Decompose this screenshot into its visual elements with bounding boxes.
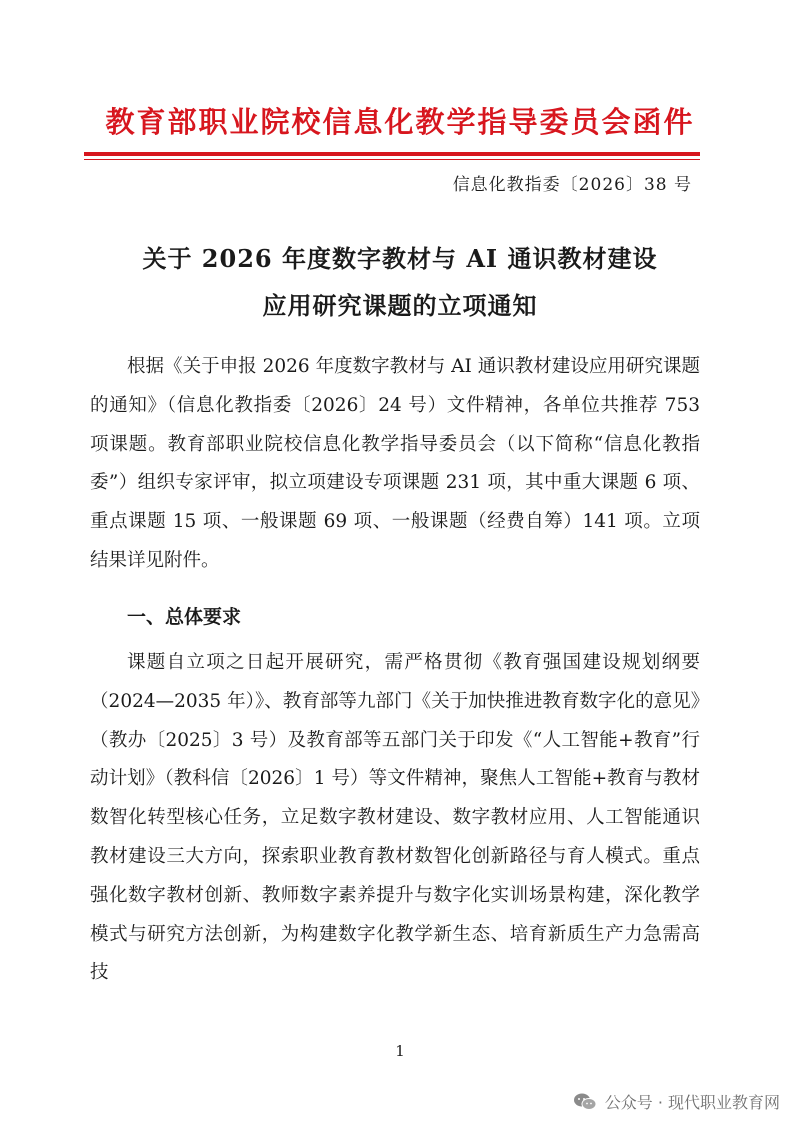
wechat-icon (573, 1092, 597, 1112)
body-paragraph-2 (90, 644, 700, 993)
paragraph-text: 课题自立项之日起开展研究，需严格贯彻《教育强国建设规划纲要（2024—2035 年）》、教育部等九部门《关于加快推进教育数字化的意见》（教办〔2025〕3 号）及教育部等五部门关于印发《“人工智能+教育”行动计划》（教科信〔2026〕1 号）等文件精神，聚焦人工智能+教育与教材数智化转型核心任务，立足数字教材建设、数字教材应用、人工智能通识教材建设三大方向，探索职业教育教材数智化创新路径与育人模式。重点强化数字教材创新、教师数字素养提升与数字化实训场景构建，深化教学模式与研究方法创新，为构建数字化教学新生态、培育新质生产力急需高技 (90, 652, 700, 984)
letterhead-title: 教育部职业院校信息化教学指导委员会函件 (105, 105, 695, 139)
letterhead-rule-thick (84, 152, 700, 156)
document-number: 信息化教指委〔2026〕38 号 (452, 175, 692, 195)
document-title-line2: 应用研究课题的立项通知 (262, 291, 538, 320)
watermark (573, 1090, 780, 1113)
page-number: 1 (395, 1042, 405, 1060)
letterhead-rule-thin (84, 159, 700, 160)
document-title-line1: 关于 2026 年度数字教材与 AI 通识教材建设 (142, 244, 658, 273)
section-heading-1: 一、总体要求 (127, 606, 242, 628)
watermark-text: 公众号 · 现代职业教育网 (604, 1093, 780, 1112)
body-paragraph-1 (90, 348, 700, 581)
paragraph-text: 根据《关于申报 2026 年度数字教材与 AI 通识教材建设应用研究课题的通知》（信息化教指委〔2026〕24 号）文件精神，各单位共推荐 753 项课题。教育部职业院校信息化教学指导委员会（以下简称“信息化教指委”）组织专家评审，拟立项建设专项课题 231 项，其中重大课题 6 项、重点课题 15 项、一般课题 69 项、一般课题（经费自筹）141 项。立项结果详见附件。 (90, 356, 700, 571)
